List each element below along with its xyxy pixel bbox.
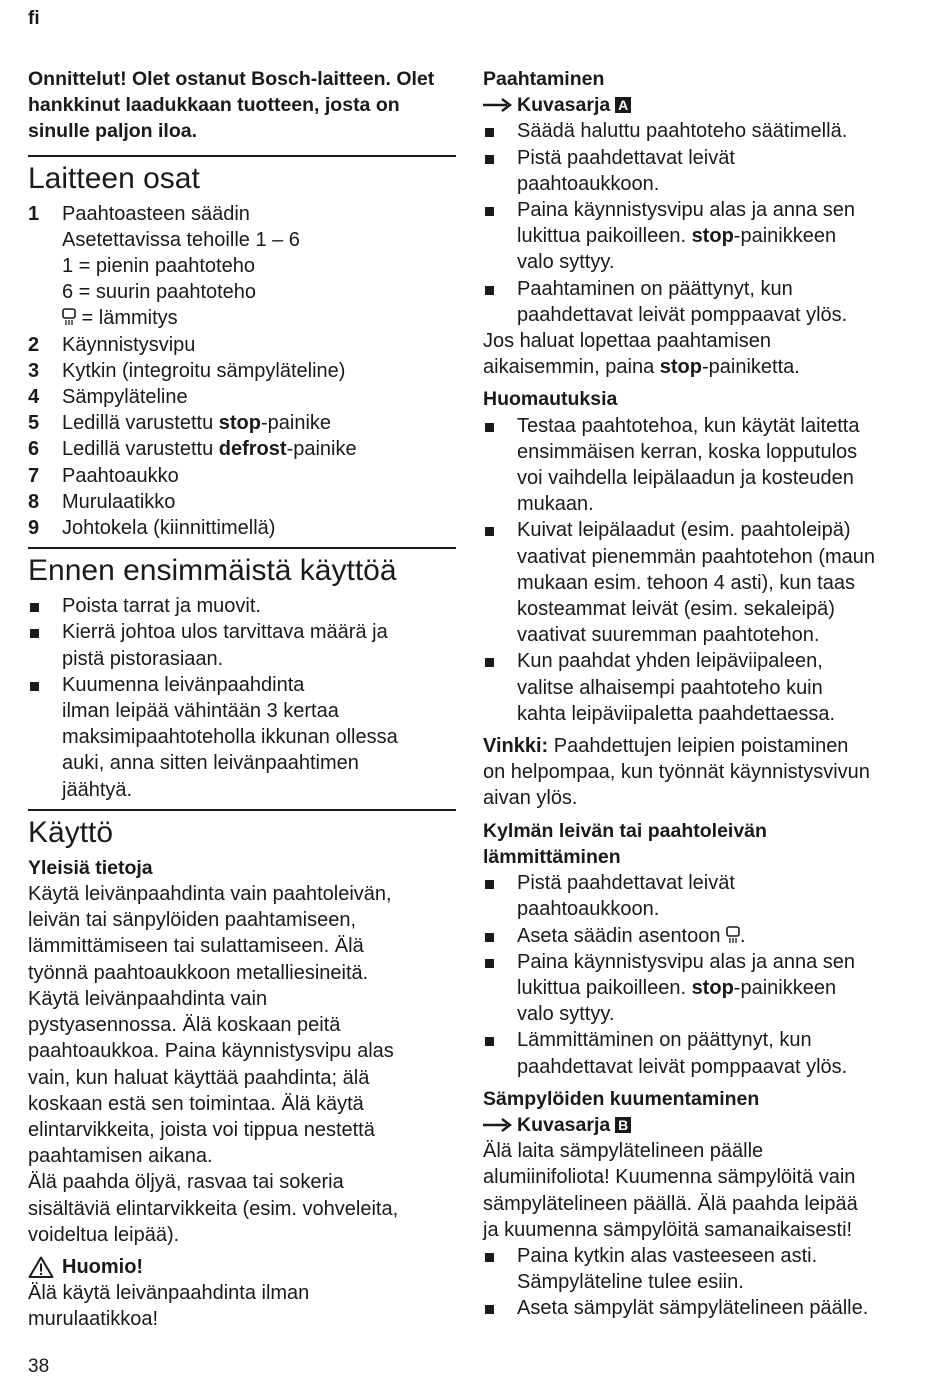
item-text: ensimmäisen kerran, koska lopputulos (517, 440, 858, 463)
list-item (483, 648, 923, 727)
item-text: Kuivat leipälaadut (esim. paahtoleipä) (517, 519, 851, 542)
bullet-icon (483, 118, 517, 144)
item-text: kahta leipäviipaletta paahdettaessa. (517, 702, 836, 725)
item-text: Johtokela (kiinnittimellä) (62, 517, 276, 540)
item-text: Ledillä varustettu (62, 438, 219, 461)
bullet-icon (483, 1027, 517, 1079)
text-line: paahtamisen aikana. (28, 1145, 213, 1168)
heading-parts: Laitteen osat (28, 155, 456, 197)
bullet-icon (28, 672, 62, 803)
item-text (517, 975, 855, 1001)
text-line: Älä käytä leivänpaahdinta ilman (28, 1282, 310, 1305)
text-line: työnnä paahtoaukkoon metalliesineitä. (28, 961, 369, 984)
item-text: mukaan esim. tehoon 4 asti), kun taas (517, 571, 855, 594)
item-number: 3 (28, 359, 40, 382)
text-span: Aseta säädin asentoon (517, 924, 727, 947)
list-item (483, 276, 923, 328)
heading-usage: Käyttö (28, 809, 456, 851)
text-span: Paahdettujen leipien poistaminen (548, 735, 849, 758)
item-text: paahdettavat leivät pomppaavat ylös. (517, 303, 848, 326)
figure-letter-badge: B (615, 1117, 631, 1133)
text-bold: stop (691, 976, 734, 999)
text-line: Käytä leivänpaahdinta vain paahtoleivän, (28, 883, 392, 906)
item-text: Kuumenna leivänpaahdinta (62, 673, 305, 696)
text-line: aivan ylös. (483, 787, 578, 810)
item-text: Pistä paahdettavat leivät (517, 872, 735, 895)
item-text: maksimipaahtoteholla ikkunan ollessa (62, 726, 398, 749)
item-number: 7 (28, 464, 40, 487)
bullet-icon (483, 870, 517, 922)
item-text: -painike (286, 438, 357, 461)
text-line: pystyasennossa. Älä koskaan peitä (28, 1014, 341, 1037)
rolls-list (483, 1243, 923, 1322)
item-text: mukaan. (517, 493, 594, 516)
item-text (517, 923, 746, 949)
language-code: fi (28, 8, 40, 29)
list-item (483, 197, 923, 276)
text-line: voideltua leipää). (28, 1223, 180, 1246)
warning-title: Huomio! (62, 1255, 144, 1278)
item-text: Lämmittäminen on päättynyt, kun (517, 1029, 812, 1052)
bullet-icon (483, 1295, 517, 1321)
text-span: -painikkeen (733, 976, 837, 999)
item-text-bold: stop (218, 412, 261, 435)
list-item (483, 517, 923, 648)
item-text: paahdettavat leivät pomppaavat ylös. (517, 1055, 848, 1078)
arrow-right-icon (483, 1117, 517, 1133)
item-text: vaativat pienemmän paahtotehon (maun (517, 545, 876, 568)
text-span: lukittua paikoilleen. (517, 976, 692, 999)
item-text: Ledillä varustettu (62, 412, 219, 435)
bullet-icon (483, 413, 517, 518)
item-text (517, 223, 855, 249)
list-item (483, 145, 923, 197)
item-text: auki, anna sitten leivänpaahtimen (62, 752, 359, 775)
figure-reference-label: Kuvasarja (517, 1113, 611, 1136)
heading-warming (483, 818, 923, 870)
text-line: sisältäviä elintarvikkeita (esim. vohveleita, (28, 1197, 399, 1220)
heading-line: Kylmän leivän tai paahtoleivän (483, 819, 767, 842)
list-item (483, 949, 923, 1028)
item-text: Paina kytkin alas vasteeseen asti. (517, 1244, 818, 1267)
rolls-paragraph (483, 1138, 923, 1243)
notes-list (483, 413, 923, 727)
item-text: pistä pistorasiaan. (62, 647, 224, 670)
item-text: Paina käynnistysvipu alas ja anna sen (517, 199, 855, 222)
item-text: -painike (260, 412, 332, 435)
left-column (28, 66, 456, 1333)
text-line: elintarvikkeita, joista voi tippua nestettä (28, 1118, 375, 1141)
warning-triangle-icon (28, 1256, 54, 1278)
heading-toasting: Paahtaminen (483, 68, 605, 90)
item-text: Kun paahdat yhden leipäviipaleen, (517, 650, 823, 673)
list-item (28, 672, 456, 803)
text-line: alumiinifoliota! Kuumenna sämpylöitä vain (483, 1166, 856, 1189)
toasting-paragraph (483, 328, 923, 380)
parts-item (28, 515, 456, 541)
item-text-heat (62, 305, 300, 331)
item-text: Paahtoaukko (62, 464, 179, 487)
text-line: leivän tai sänpylöiden paahtamiseen, (28, 909, 356, 932)
figure-letter-badge: A (615, 97, 631, 113)
heading-notes: Huomautuksia (483, 388, 618, 411)
warning-heading (28, 1254, 456, 1280)
parts-item (28, 436, 456, 462)
bullet-icon (28, 619, 62, 671)
list-item (28, 593, 456, 619)
parts-item (28, 358, 456, 384)
parts-item (28, 489, 456, 515)
item-text: 1 = pienin paahtoteho (62, 255, 255, 278)
item-text: voi vaihdella leipälaadun ja kosteuden (517, 467, 854, 490)
bullet-icon (28, 593, 62, 619)
text-line: koskaan estä sen toimintaa. Älä käytä (28, 1092, 364, 1115)
warming-rack-icon (62, 308, 76, 326)
item-text: vaativat suuremman paahtotehon. (517, 624, 820, 647)
parts-item (28, 463, 456, 489)
text-line: paahtoaukkoa. Paina käynnistysvipu alas (28, 1040, 394, 1063)
item-text: Pistä paahdettavat leivät (517, 146, 735, 169)
list-item (483, 923, 923, 949)
text-span: -painikkeen (733, 225, 837, 248)
heading-line: lämmittäminen (483, 845, 621, 868)
item-text: Poista tarrat ja muovit. (62, 595, 261, 618)
item-number: 8 (28, 490, 40, 513)
item-text: Murulaatikko (62, 490, 176, 513)
text-line (483, 354, 923, 380)
item-text: paahtoaukkoon. (517, 898, 660, 921)
item-text: Sämpyläteline tulee esiin. (517, 1271, 744, 1294)
item-text: jäähtyä. (62, 778, 133, 801)
toasting-list (483, 118, 923, 328)
page-number: 38 (28, 1356, 50, 1377)
arrow-right-icon (483, 97, 517, 113)
heading-rolls: Sämpylöiden kuumentaminen (483, 1087, 760, 1110)
item-text: valitse alhaisempi paahtoteho kuin (517, 676, 823, 699)
item-text: Kierrä johtoa ulos tarvittava määrä ja (62, 621, 388, 644)
right-column (483, 66, 923, 1322)
bullet-icon (483, 1243, 517, 1295)
text-line: Älä paahda öljyä, rasvaa tai sokeria (28, 1171, 344, 1194)
text-line: murulaatikkoa! (28, 1308, 159, 1331)
tip-label: Vinkki: (483, 735, 549, 758)
item-text: Sämpyläteline (62, 386, 188, 409)
item-text: Käynnistysvipu (62, 333, 196, 356)
item-text: paahtoaukkoon. (517, 172, 660, 195)
item-number: 4 (28, 386, 40, 409)
text-bold: stop (691, 225, 734, 248)
text-span: aikaisemmin, paina (483, 356, 660, 379)
text-line: vain, kun haluat käyttää paahdinta; älä (28, 1066, 370, 1089)
item-text: Paahtaminen on päättynyt, kun (517, 277, 793, 300)
list-item (483, 413, 923, 518)
item-text: Testaa paahtotehoa, kun käytät laitetta (517, 414, 860, 437)
item-text: Säädä haluttu paahtoteho säätimellä. (517, 120, 848, 143)
list-item (483, 1243, 923, 1295)
bullet-icon (483, 276, 517, 328)
tip-paragraph (483, 733, 923, 812)
figure-reference-b (483, 1112, 923, 1138)
list-item (483, 118, 923, 144)
figure-reference-label: Kuvasarja (517, 94, 611, 117)
bullet-icon (483, 648, 517, 727)
warming-rack-icon (726, 926, 740, 944)
heat-label: = lämmitys (76, 307, 178, 330)
list-item (483, 1027, 923, 1079)
item-text: ilman leipää vähintään 3 kertaa (62, 700, 339, 723)
item-text: kosteammat leivät (esim. sekaleipä) (517, 598, 835, 621)
parts-item (28, 410, 456, 436)
list-item (483, 870, 923, 922)
text-span: lukittua paikoilleen. (517, 225, 692, 248)
item-number: 2 (28, 333, 40, 356)
bullet-icon (483, 197, 517, 276)
item-number: 9 (28, 517, 40, 540)
usage-paragraph (28, 881, 456, 1248)
item-text: Kytkin (integroitu sämpyläteline) (62, 359, 346, 382)
text-line: Jos haluat lopettaa paahtamisen (483, 330, 771, 353)
text-line: lämmittämiseen tai sulattamiseen. Älä (28, 935, 364, 958)
warming-list (483, 870, 923, 1080)
item-number: 6 (28, 438, 40, 461)
text-line: Älä laita sämpylätelineen päälle (483, 1140, 764, 1163)
text-span: . (740, 924, 746, 947)
item-number: 5 (28, 412, 40, 435)
bullet-icon (483, 517, 517, 648)
bullet-icon (483, 145, 517, 197)
bullet-icon (483, 949, 517, 1028)
subheading-general-info: Yleisiä tietoja (28, 856, 153, 879)
text-line: sämpylätelineen päällä. Älä paahda leipää (483, 1192, 858, 1215)
item-text: valo syttyy. (517, 1003, 615, 1026)
item-text: valo syttyy. (517, 251, 615, 274)
parts-item-1 (28, 201, 456, 332)
parts-item (28, 384, 456, 410)
list-item (483, 1295, 923, 1321)
list-item (28, 619, 456, 671)
parts-item (28, 332, 456, 358)
item-text-bold: defrost (218, 438, 287, 461)
text-bold: stop (659, 356, 702, 379)
heading-before-use: Ennen ensimmäistä käyttöä (28, 547, 456, 589)
item-text: Aseta sämpylät sämpylätelineen päälle. (517, 1297, 869, 1320)
item-text: Paina käynnistysvipu alas ja anna sen (517, 950, 855, 973)
item-number: 1 (28, 202, 40, 225)
bullet-icon (483, 923, 517, 949)
item-text: Asetettavissa tehoille 1 – 6 (62, 228, 300, 251)
warning-text (28, 1280, 456, 1332)
text-span: -painiketta. (701, 356, 800, 379)
item-text: 6 = suurin paahtoteho (62, 281, 257, 304)
text-line: on helpompaa, kun työnnät käynnistysvivun (483, 761, 870, 784)
text-line (483, 733, 923, 759)
before-use-list (28, 593, 456, 803)
figure-reference-a (483, 92, 923, 118)
parts-list (28, 201, 456, 542)
intro-text: Onnittelut! Olet ostanut Bosch-laitteen. Olet hankkinut laadukkaan tuotteen, josta on sinulle paljon iloa. (28, 68, 435, 143)
item-text: Paahtoasteen säädin (62, 202, 250, 225)
text-line: ja kuumenna sämpylöitä samanaikaisesti! (483, 1218, 853, 1241)
text-line: Käytä leivänpaahdinta vain (28, 987, 268, 1010)
